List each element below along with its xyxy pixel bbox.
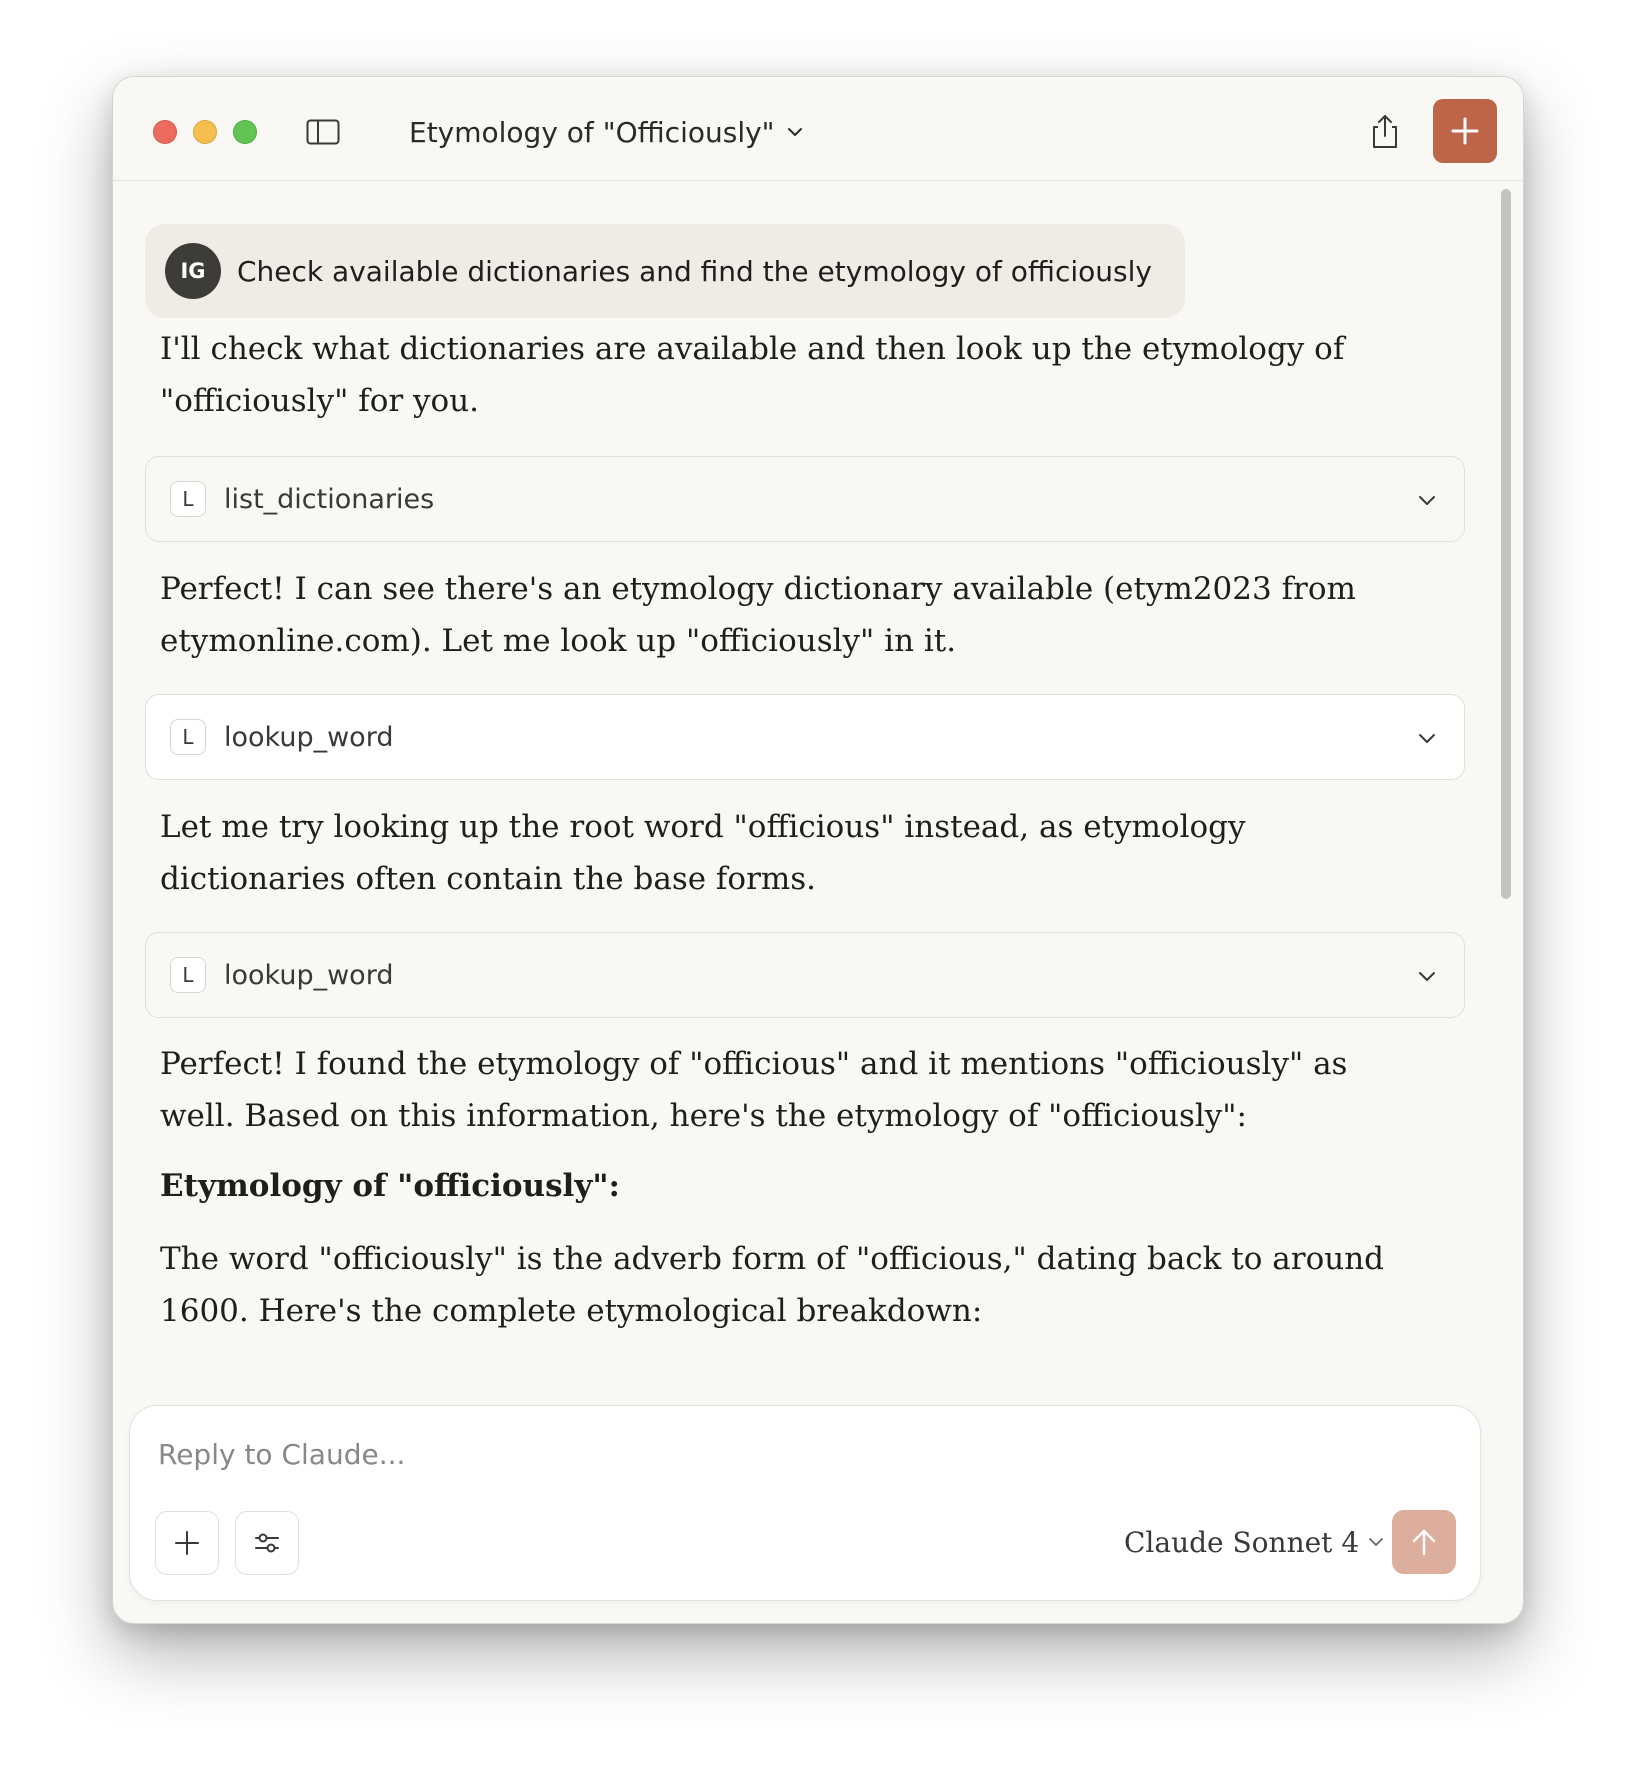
chevron-down-icon bbox=[785, 122, 805, 142]
tool-letter-badge: L bbox=[170, 957, 206, 993]
arrow-up-icon bbox=[1410, 1527, 1438, 1557]
share-icon[interactable] bbox=[1367, 113, 1403, 151]
chevron-down-icon bbox=[1416, 489, 1438, 511]
sidebar-toggle-icon[interactable] bbox=[306, 119, 340, 145]
tool-name: lookup_word bbox=[224, 721, 394, 753]
minimize-window-button[interactable] bbox=[193, 120, 217, 144]
assistant-paragraph: Perfect! I can see there's an etymology dictionary available (etym2023 from etymonline.com). Let me look up "officiously" in it. bbox=[160, 571, 1356, 659]
conversation-area bbox=[113, 182, 1493, 1472]
zoom-window-button[interactable] bbox=[233, 120, 257, 144]
send-button[interactable] bbox=[1392, 1510, 1456, 1574]
assistant-paragraph: The word "officiously" is the adverb form of "officious," dating back to around 1600. Here's the complete etymological breakdown: bbox=[160, 1241, 1385, 1329]
titlebar bbox=[113, 77, 1523, 181]
reply-composer bbox=[129, 1405, 1481, 1601]
tools-button[interactable] bbox=[235, 1511, 299, 1575]
tool-name: lookup_word bbox=[224, 959, 394, 991]
tool-call-lookup-word[interactable] bbox=[145, 932, 1465, 1018]
chevron-down-icon bbox=[1416, 727, 1438, 749]
attach-button[interactable] bbox=[155, 1511, 219, 1575]
scrollbar-thumb[interactable] bbox=[1501, 189, 1511, 899]
tool-letter-badge: L bbox=[170, 719, 206, 755]
chevron-down-icon bbox=[1367, 1533, 1385, 1551]
assistant-heading: Etymology of "officiously": bbox=[160, 1168, 620, 1204]
model-name: Claude Sonnet 4 bbox=[1124, 1525, 1360, 1559]
sliders-icon bbox=[253, 1530, 281, 1556]
tool-call-list-dictionaries[interactable] bbox=[145, 456, 1465, 542]
plus-icon bbox=[174, 1530, 200, 1556]
new-chat-button[interactable] bbox=[1433, 99, 1497, 163]
avatar: IG bbox=[165, 243, 221, 299]
assistant-paragraph: I'll check what dictionaries are available and then look up the etymology of "officiously" for you. bbox=[160, 331, 1345, 419]
plus-icon bbox=[1450, 116, 1480, 146]
app-window bbox=[112, 76, 1524, 1624]
chevron-down-icon bbox=[1416, 965, 1438, 987]
tool-name: list_dictionaries bbox=[224, 483, 435, 515]
conversation-title: Etymology of "Officiously" bbox=[409, 115, 775, 149]
reply-input[interactable] bbox=[158, 1432, 1258, 1476]
assistant-paragraph: Let me try looking up the root word "officious" instead, as etymology dictionaries often contain the base forms. bbox=[160, 809, 1246, 897]
close-window-button[interactable] bbox=[153, 120, 177, 144]
conversation-title-button[interactable] bbox=[409, 111, 805, 153]
user-message-text: Check available dictionaries and find the etymology of officiously bbox=[237, 254, 1152, 288]
user-message bbox=[145, 224, 1185, 318]
model-selector[interactable] bbox=[1124, 1522, 1385, 1562]
tool-call-lookup-word[interactable] bbox=[145, 694, 1465, 780]
tool-letter-badge: L bbox=[170, 481, 206, 517]
assistant-paragraph: Perfect! I found the etymology of "officious" and it mentions "officiously" as well. Based on this information, here's the etymology of "officiously": bbox=[160, 1046, 1348, 1134]
